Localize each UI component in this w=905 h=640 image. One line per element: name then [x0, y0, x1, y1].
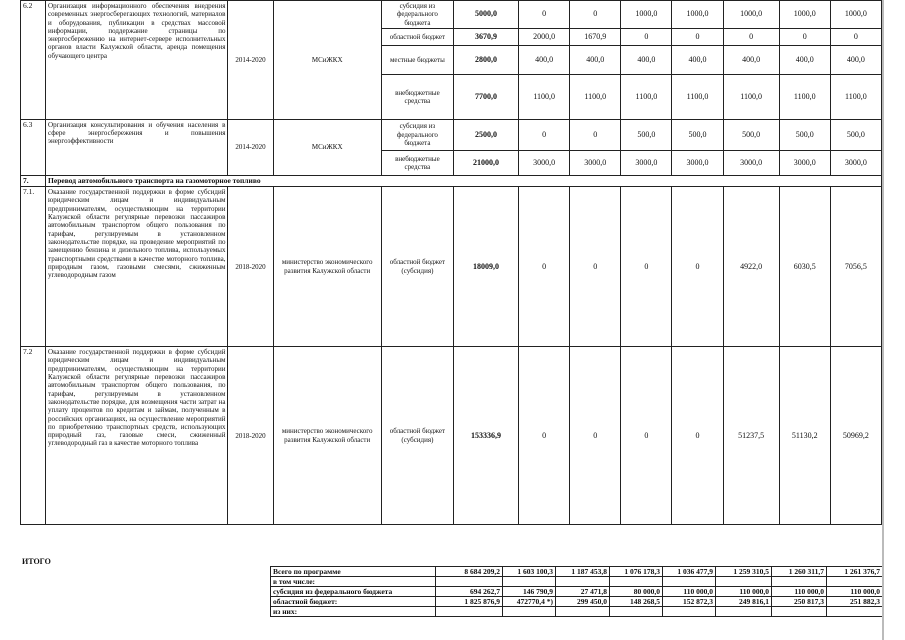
- totals-year-value: [772, 607, 827, 617]
- year-value: 0: [672, 187, 723, 347]
- item-number: 6.3: [21, 119, 46, 175]
- funding-source: внебюджетные средства: [381, 150, 453, 175]
- totals-year-value: [716, 577, 772, 587]
- totals-year-value: [827, 607, 883, 617]
- totals-year-value: [772, 577, 827, 587]
- totals-year-value: 110 000,0: [772, 587, 827, 597]
- year-value: 0: [621, 187, 672, 347]
- year-value: 500,0: [621, 119, 672, 150]
- totals-sum: [436, 607, 503, 617]
- funding-total: 2800,0: [453, 45, 518, 74]
- totals-year-value: 1 036 477,9: [663, 567, 716, 577]
- year-value: 400,0: [519, 45, 570, 74]
- funding-total: 18009,0: [453, 187, 518, 347]
- totals-year-value: [556, 607, 610, 617]
- totals-sum: 1 825 876,9: [436, 597, 503, 607]
- year-value: 51237,5: [723, 347, 779, 525]
- item-description: Оказание государственной поддержки в форме субсидий юридическим лицам и индивидуальным предпринимателям, осуществляющим на территории Калужской области регулярные перевозки пассажиров автомобильным транспортом общего пользования, по тарифам, регулируемым в установленном законодательстве порядке, для возмещения части затрат на уплату процентов по кредитам и займам, полученным в российских организациях, на осуществление мероприятий по приобретению транспортных средств, использующих природный газ, газовые смеси, сжиженный углеводородный газ в качестве моторного топлива: [46, 347, 228, 525]
- year-value: 51130,2: [779, 347, 830, 525]
- totals-year-value: 110 000,0: [827, 587, 883, 597]
- year-value: 1100,0: [570, 74, 621, 119]
- section-title: Перевод автомобильного транспорта на газомоторное топливо: [46, 175, 882, 186]
- year-value: 3000,0: [779, 150, 830, 175]
- year-value: 400,0: [830, 45, 881, 74]
- totals-year-value: 27 471,8: [556, 587, 610, 597]
- year-value: 50969,2: [830, 347, 881, 525]
- totals-label: из них:: [271, 607, 436, 617]
- funding-source: местные бюджеты: [381, 45, 453, 74]
- year-value: 400,0: [779, 45, 830, 74]
- totals-sum: 8 684 209,2: [436, 567, 503, 577]
- totals-label: в том числе:: [271, 577, 436, 587]
- year-value: 400,0: [621, 45, 672, 74]
- year-value: 0: [519, 1, 570, 29]
- year-value: 1100,0: [830, 74, 881, 119]
- totals-year-value: 148 268,5: [610, 597, 663, 607]
- totals-year-value: [556, 577, 610, 587]
- year-value: 1000,0: [779, 1, 830, 29]
- totals-year-value: 1 259 310,5: [716, 567, 772, 577]
- totals-year-value: 1 076 178,3: [610, 567, 663, 577]
- totals-year-value: 299 450,0: [556, 597, 610, 607]
- itogo-label: ИТОГО: [22, 557, 51, 566]
- totals-row: [271, 597, 883, 607]
- item-description: Оказание государственной поддержки в форме субсидий юридическим лицам и индивидуальным предпринимателям, осуществляющим на территории Калужской области регулярные перевозки пассажиров автомобильным транспортом общего пользования по тарифам, регулируемым в установленном законодательстве порядке, на проведение мероприятий по замещению бензина и дизельного топлива, используемых транспортными средствами в качестве моторного топлива, природным газом, газовыми смесями, сжиженным углеводородным газом: [46, 187, 228, 347]
- totals-year-value: [663, 607, 716, 617]
- year-value: 1100,0: [779, 74, 830, 119]
- totals-row: [271, 577, 883, 587]
- funding-total: 3670,9: [453, 28, 518, 45]
- funding-source: областной бюджет (субсидия): [381, 347, 453, 525]
- item-period: 2018-2020: [228, 187, 273, 347]
- year-value: 0: [672, 28, 723, 45]
- totals-label: областной бюджет:: [271, 597, 436, 607]
- funding-total: 7700,0: [453, 74, 518, 119]
- year-value: 0: [570, 347, 621, 525]
- table-row: [21, 119, 882, 150]
- year-value: 0: [830, 28, 881, 45]
- funding-source: субсидия из федерального бюджета: [381, 119, 453, 150]
- year-value: 0: [672, 347, 723, 525]
- year-value: 400,0: [723, 45, 779, 74]
- year-value: 0: [723, 28, 779, 45]
- year-value: 400,0: [672, 45, 723, 74]
- funding-source: областной бюджет: [381, 28, 453, 45]
- item-number: 6.2: [21, 1, 46, 120]
- totals-year-value: 1 603 100,3: [503, 567, 556, 577]
- totals-year-value: [663, 577, 716, 587]
- totals-year-value: 1 261 376,7: [827, 567, 883, 577]
- totals-year-value: 146 790,9: [503, 587, 556, 597]
- totals-sum: 694 262,7: [436, 587, 503, 597]
- year-value: 500,0: [830, 119, 881, 150]
- year-value: 3000,0: [621, 150, 672, 175]
- funding-total: 5000,0: [453, 1, 518, 29]
- year-value: 0: [621, 347, 672, 525]
- item-period: 2014-2020: [228, 119, 273, 175]
- totals-year-value: 152 872,3: [663, 597, 716, 607]
- year-value: 0: [519, 187, 570, 347]
- year-value: 0: [621, 28, 672, 45]
- year-value: 500,0: [779, 119, 830, 150]
- year-value: 500,0: [672, 119, 723, 150]
- year-value: 1000,0: [830, 1, 881, 29]
- totals-row: [271, 607, 883, 617]
- totals-year-value: [827, 577, 883, 587]
- totals-year-value: 1 187 453,8: [556, 567, 610, 577]
- year-value: 1000,0: [672, 1, 723, 29]
- item-executor: МСиЖКХ: [273, 1, 381, 120]
- funding-source: субсидия из федерального бюджета: [381, 1, 453, 29]
- totals-year-value: 250 817,3: [772, 597, 827, 607]
- year-value: 0: [570, 187, 621, 347]
- year-value: 3000,0: [519, 150, 570, 175]
- year-value: 3000,0: [672, 150, 723, 175]
- year-value: 0: [570, 1, 621, 29]
- year-value: 3000,0: [723, 150, 779, 175]
- funding-total: 153336,9: [453, 347, 518, 525]
- funding-total: 21000,0: [453, 150, 518, 175]
- table-row: [21, 187, 882, 347]
- program-table: [20, 0, 882, 525]
- table-row: [21, 1, 882, 29]
- funding-source: областной бюджет (субсидия): [381, 187, 453, 347]
- totals-year-value: 110 000,0: [663, 587, 716, 597]
- year-value: 3000,0: [570, 150, 621, 175]
- section-row: [21, 175, 882, 186]
- totals-year-value: [610, 607, 663, 617]
- totals-year-value: 249 816,1: [716, 597, 772, 607]
- totals-label: субсидия из федерального бюджета: [271, 587, 436, 597]
- year-value: 1000,0: [723, 1, 779, 29]
- year-value: 0: [519, 119, 570, 150]
- year-value: 0: [779, 28, 830, 45]
- year-value: 1100,0: [519, 74, 570, 119]
- totals-year-value: 1 260 311,7: [772, 567, 827, 577]
- totals-row: [271, 567, 883, 577]
- funding-source: внебюджетные средства: [381, 74, 453, 119]
- year-value: 2000,0: [519, 28, 570, 45]
- totals-year-value: [610, 577, 663, 587]
- item-executor: министерство экономического развития Калужской области: [273, 187, 381, 347]
- totals-year-value: [716, 607, 772, 617]
- year-value: 0: [519, 347, 570, 525]
- item-description: Организация информационного обеспечения внедрения современных энергосберегающих технологий, материалов и оборудования, публикации в средствах массовой информации, поддержание страницы по энергосбережению на интернет-сервере исполнительных органов власти Калужской области, аренда помещения обучающего центра: [46, 1, 228, 120]
- year-value: 0: [570, 119, 621, 150]
- item-number: 7.1.: [21, 187, 46, 347]
- year-value: 1100,0: [723, 74, 779, 119]
- scan-edge: [882, 0, 884, 640]
- section-number: 7.: [21, 175, 46, 186]
- year-value: 3000,0: [830, 150, 881, 175]
- year-value: 7056,5: [830, 187, 881, 347]
- totals-year-value: 110 000,0: [716, 587, 772, 597]
- year-value: 1670,9: [570, 28, 621, 45]
- totals-year-value: 472770,4 *): [503, 597, 556, 607]
- funding-total: 2500,0: [453, 119, 518, 150]
- totals-table: [270, 566, 883, 617]
- item-period: 2014-2020: [228, 1, 273, 120]
- totals-label: Всего по программе: [271, 567, 436, 577]
- year-value: 1100,0: [621, 74, 672, 119]
- item-description: Организация консультирования и обучения населения в сфере энергосбережения и повышения энергоэффективности: [46, 119, 228, 175]
- item-executor: МСиЖКХ: [273, 119, 381, 175]
- year-value: 1100,0: [672, 74, 723, 119]
- year-value: 4922,0: [723, 187, 779, 347]
- totals-year-value: [503, 607, 556, 617]
- item-executor: министерство экономического развития Калужской области: [273, 347, 381, 525]
- item-period: 2018-2020: [228, 347, 273, 525]
- item-number: 7.2: [21, 347, 46, 525]
- totals-year-value: 251 882,3: [827, 597, 883, 607]
- totals-year-value: [503, 577, 556, 587]
- totals-sum: [436, 577, 503, 587]
- totals-year-value: 80 000,0: [610, 587, 663, 597]
- year-value: 1000,0: [621, 1, 672, 29]
- table-row: [21, 347, 882, 525]
- year-value: 400,0: [570, 45, 621, 74]
- year-value: 6030,5: [779, 187, 830, 347]
- totals-row: [271, 587, 883, 597]
- year-value: 500,0: [723, 119, 779, 150]
